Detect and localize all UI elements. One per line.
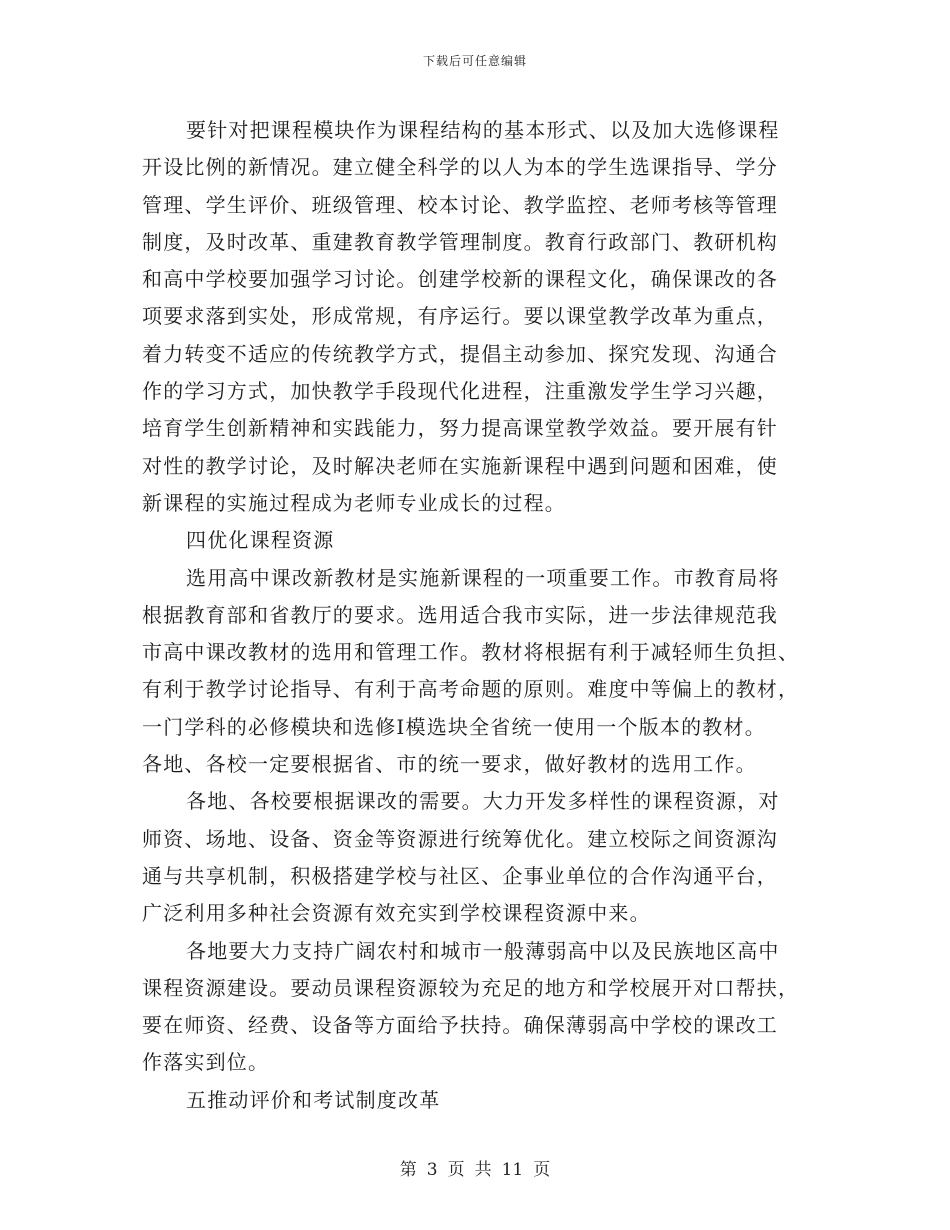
body-line: 作的学习方式，加快教学手段现代化进程，注重激发学生学习兴趣，: [142, 379, 778, 404]
body-line: 广泛利用多种社会资源有效充实到学校课程资源中来。: [142, 901, 651, 926]
body-line: 项要求落到实处，形成常规，有序运行。要以课堂教学改革为重点，: [142, 304, 778, 329]
footer-word: 页: [447, 1160, 465, 1180]
body-line: 着力转变不适应的传统教学方式，提倡主动参加、探究发现、沟通合: [142, 341, 778, 366]
page-number: 3: [426, 1160, 438, 1180]
body-line: 有利于教学讨论指导、有利于高考命题的原则。难度中等偏上的教材，: [142, 677, 800, 702]
page-header-note: 下载后可任意编辑: [422, 54, 527, 68]
section-heading: 五推动评价和考试制度改革: [186, 1087, 441, 1112]
document-body: [142, 112, 812, 1119]
body-line: 开设比例的新情况。建立健全科学的以人为本的学生选课指导、学分: [142, 155, 778, 180]
footer-word: 第: [399, 1160, 417, 1180]
body-line: 对性的教学讨论，及时解决老师在实施新课程中遇到问题和困难，使: [142, 453, 778, 478]
body-line: 选用高中课改新教材是实施新课程的一项重要工作。市教育局将: [186, 565, 780, 590]
body-line: 各地、各校要根据课改的需要。大力开发多样性的课程资源，对: [186, 789, 780, 814]
body-line: 新课程的实施过程成为老师专业成长的过程。: [142, 490, 566, 515]
total-pages: 11: [501, 1160, 524, 1180]
body-line: 师资、场地、设备、资金等资源进行统筹优化。建立校际之间资源沟: [142, 826, 778, 851]
footer-word: 页: [533, 1160, 551, 1180]
body-line: 作落实到位。: [142, 1050, 270, 1075]
body-line: 课程资源建设。要动员课程资源较为充足的地方和学校展开对口帮扶，: [142, 975, 800, 1000]
body-line: 通与共享机制，积极搭建学校与社区、企事业单位的合作沟通平台，: [142, 863, 778, 888]
body-line: 培育学生创新精神和实践能力，努力提高课堂教学效益。要开展有针: [142, 416, 778, 441]
body-line: 各地、各校一定要根据省、市的统一要求，做好教材的选用工作。: [142, 752, 757, 777]
body-line: 管理、学生评价、班级管理、校本讨论、教学监控、老师考核等管理: [142, 192, 778, 217]
footer-word: 共: [474, 1160, 492, 1180]
body-line: 和高中学校要加强学习讨论。创建学校新的课程文化，确保课改的各: [142, 267, 778, 292]
body-line: 制度，及时改革、重建教育教学管理制度。教育行政部门、教研机构: [142, 229, 778, 254]
page-footer: [0, 1155, 950, 1180]
body-line: 根据教育部和省教厅的要求。选用适合我市实际，进一步法律规范我: [142, 602, 778, 627]
body-line: 各地要大力支持广阔农村和城市一般薄弱高中以及民族地区高中: [186, 938, 780, 963]
body-line: 市高中课改教材的选用和管理工作。教材将根据有利于减轻师生负担、: [142, 640, 800, 665]
body-line: 要针对把课程模块作为课程结构的基本形式、以及加大选修课程: [186, 118, 780, 142]
section-heading: 四优化课程资源: [186, 528, 335, 553]
body-line: 要在师资、经费、设备等方面给予扶持。确保薄弱高中学校的课改工: [142, 1013, 778, 1038]
body-line: 一门学科的必修模块和选修Ⅰ模选块全省统一使用一个版本的教材。: [142, 714, 766, 739]
